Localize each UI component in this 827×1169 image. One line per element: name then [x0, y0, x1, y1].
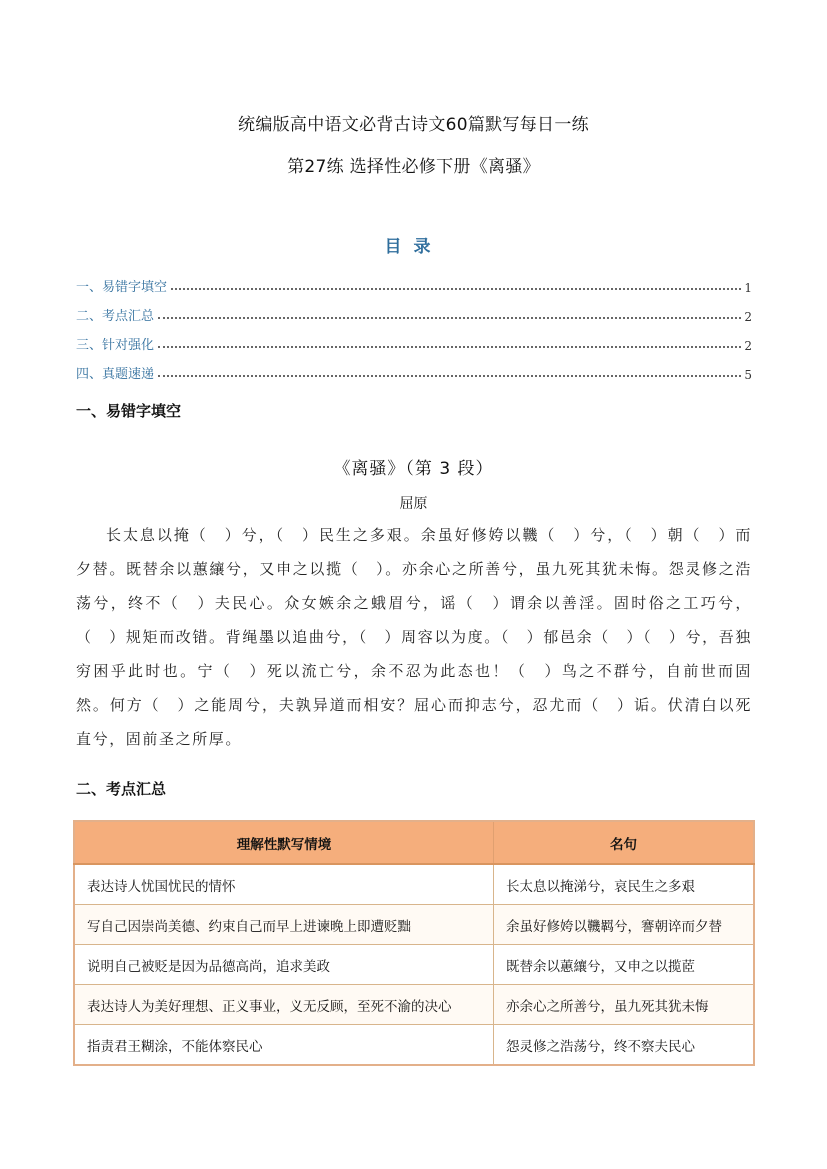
toc-item-1[interactable]	[76, 266, 752, 295]
context-cell: 写自己因崇尚美德、约束自己而早上进谏晚上即遭贬黜	[74, 905, 494, 945]
table-of-contents	[76, 266, 752, 382]
toc-item-page: 2	[744, 310, 752, 324]
table-row	[74, 985, 754, 1025]
toc-leader-dots	[158, 374, 741, 377]
poem-author: 屈原	[399, 496, 428, 512]
table-row	[74, 905, 754, 945]
toc-item-label: 四、真题速递	[76, 367, 155, 382]
quote-cell: 余虽好修姱以鞿羁兮，謇朝谇而夕替	[494, 905, 755, 945]
toc-item-page: 5	[744, 368, 752, 382]
section-heading-1: 一、易错字填空	[76, 402, 182, 420]
quote-cell: 怨灵修之浩荡兮，终不察夫民心	[494, 1025, 755, 1066]
document-subtitle: 第27练 选择性必修下册《离骚》	[287, 157, 540, 177]
toc-item-page: 1	[744, 281, 752, 295]
toc-item-label: 一、易错字填空	[76, 280, 168, 295]
toc-item-2[interactable]	[76, 295, 752, 324]
section-heading-2: 二、考点汇总	[76, 780, 167, 798]
quote-cell: 亦余心之所善兮，虽九死其犹未悔	[494, 985, 755, 1025]
toc-leader-dots	[171, 287, 741, 290]
toc-item-page: 2	[744, 339, 752, 353]
toc-heading: 目录	[384, 237, 443, 257]
toc-item-label: 二、考点汇总	[76, 309, 155, 324]
column-header-context: 理解性默写情境	[74, 821, 494, 864]
column-header-quote: 名句	[494, 821, 755, 864]
quote-cell: 既替余以蕙纕兮，又申之以揽茝	[494, 945, 755, 985]
context-cell: 说明自己被贬是因为品德高尚，追求美政	[74, 945, 494, 985]
summary-table	[73, 820, 755, 1066]
toc-item-label: 三、针对强化	[76, 338, 155, 353]
context-cell: 表达诗人忧国忧民的情怀	[74, 864, 494, 905]
context-cell: 指责君王糊涂，不能体察民心	[74, 1025, 494, 1066]
table-row	[74, 864, 754, 905]
context-cell: 表达诗人为美好理想、正义事业，义无反顾，至死不渝的决心	[74, 985, 494, 1025]
quote-cell: 长太息以掩涕兮，哀民生之多艰	[494, 864, 755, 905]
toc-item-3[interactable]	[76, 324, 752, 353]
toc-leader-dots	[158, 316, 741, 319]
poem-title: 《离骚》（第 3 段）	[333, 459, 494, 479]
table-row	[74, 1025, 754, 1066]
document-title: 统编版高中语文必背古诗文60篇默写每日一练	[238, 115, 589, 135]
table-row	[74, 945, 754, 985]
poem-fill-in-text: 长太息以掩（ ）兮，（ ）民生之多艰。余虽好修姱以鞿（ ）兮，（ ）朝（ ）而夕替。既替余以蕙纕兮，又申之以揽（ ）。亦余心之所善兮，虽九死其犹未悔。怨灵修之浩荡兮，终不（ ）夫民心。众女嫉余之蛾眉兮，谣（ ）谓余以善淫。固时俗之工巧兮，（ ）规矩而改错。背绳墨以追曲兮，（ ）周容以为度。（ ）郁邑余（ ）（ ）兮，吾独穷困乎此时也。宁（ ）死以流亡兮，余不忍为此态也！（ ）鸟之不群兮，自前世而固然。何方（ ）之能周兮，夫孰异道而相安？屈心而抑志兮，忍尤而（ ）诟。伏清白以死直兮，固前圣之所厚。	[76, 526, 752, 748]
toc-item-4[interactable]	[76, 353, 752, 382]
table-header-row	[74, 821, 754, 864]
toc-leader-dots	[158, 345, 741, 348]
